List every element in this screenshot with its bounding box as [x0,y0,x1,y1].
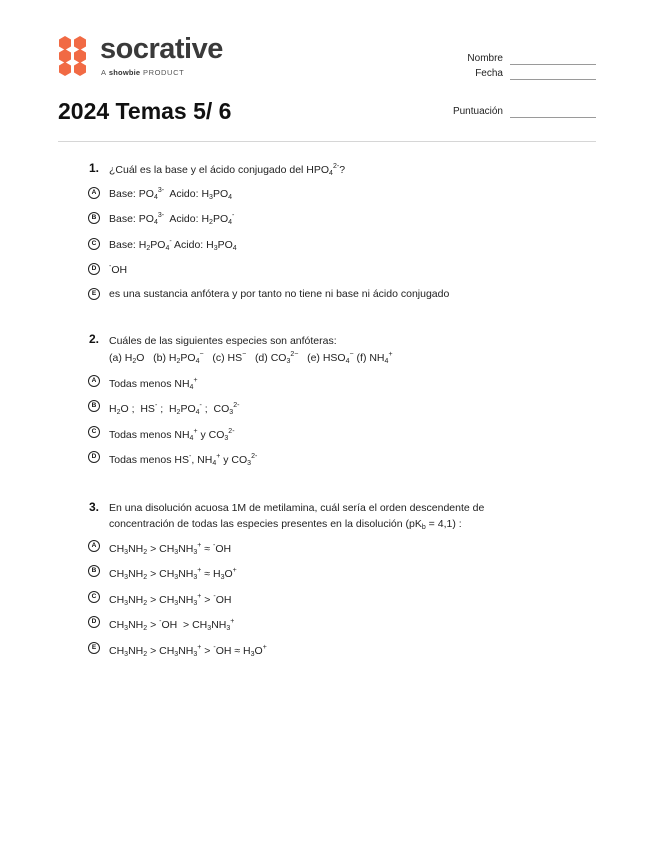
question-text [109,162,345,178]
option-d-circle[interactable]: D [88,616,100,628]
option-text: $CH_3NH_2 > ^-OH > CH_3NH_3^+$ [109,618,235,632]
score-field[interactable] [510,117,596,118]
option-e-circle[interactable]: E [88,642,100,654]
option-text: $H_2O$ ; HS- ; $H_2PO_4^-$ ; $CO_3^{2-}$ [109,402,240,416]
question-number: 3. [89,500,100,514]
name-field[interactable] [510,64,596,65]
score-label: Puntuación [452,106,503,117]
date-field[interactable] [510,79,596,80]
option-d-circle[interactable]: D [88,263,100,275]
option-c-circle[interactable]: C [88,426,100,438]
tagline-prefix: A [101,68,107,77]
option-b-circle[interactable]: B [88,212,100,224]
brand-name: socrative [100,33,223,65]
q1-text-prefix: ¿Cuál es la base y el ácido conjugado del HPO [109,164,330,176]
question-text: En una disolución acuosa 1M de metilamina, cuál sería el orden descendente de [109,502,485,514]
option-e-circle[interactable]: E [88,288,100,300]
page-title: 2024 Temas 5/ 6 [58,98,232,124]
q1-text-sup: 2- [332,163,340,170]
question-text-line2: concentración de todas las especies presentes en la disolución $(pK_b = 4,1)$ : [109,518,462,531]
option-text: es una sustancia anfótera y por tanto no tiene ni base ni ácido conjugado [109,288,450,300]
option-c-circle[interactable]: C [88,238,100,250]
question-number: 1. [89,161,100,175]
option-text: Todas menos $NH_4^+$ y $CO_3^{2-}$ [109,428,235,442]
option-text: Todas menos $NH_4^+$ [109,377,198,391]
option-text: $CH_3NH_2 > CH_3NH_3^+ > ^-OH$ [109,593,232,607]
option-a-circle[interactable]: A [88,375,100,387]
name-label: Nombre [467,53,503,64]
question-text: Cuáles de las siguientes especies son anfóteras: [109,335,337,347]
option-text: -OH [109,263,128,276]
question-number: 2. [89,332,100,346]
brand-tagline [101,68,184,77]
option-a-circle[interactable]: A [88,540,100,552]
option-a-circle[interactable]: A [88,187,100,199]
option-b-circle[interactable]: B [88,565,100,577]
option-text: $CH_3NH_2 > CH_3NH_3^+ > ^-OH \approx H_3O^+$ [109,644,267,658]
header-divider [58,141,596,142]
question-text-species: (a) $H_2O$ (b) $H_2PO_4^-$ (c) HS− (d) $CO_3^{2-}$ (e) $HSO_4^-$ (f) $NH_4^+$ [109,351,393,365]
option-text: Base: $H_2PO_4^-$ Acido: $H_3PO_4$ [109,238,237,252]
q1-text-sub: 4 [329,170,333,177]
date-label: Fecha [475,68,503,79]
option-b-circle[interactable]: B [88,400,100,412]
option-text: Base: $PO_4^{3-}$ Acido: $H_2PO_4^-$ [109,212,235,226]
q1-text-suffix: ? [339,164,346,176]
option-text: $CH_3NH_2 > CH_3NH_3^+ \approx H_3O^+$ [109,567,237,581]
socrative-logo-icon [56,35,92,77]
option-c-circle[interactable]: C [88,591,100,603]
option-d-circle[interactable]: D [88,451,100,463]
tagline-suffix: PRODUCT [142,68,185,77]
option-text: Todas menos HS-, $NH_4^+$ y $CO_3^{2-}$ [109,453,258,467]
option-text: $CH_3NH_2 > CH_3NH_3^+ \approx ^-OH$ [109,542,232,556]
option-text: Base: $PO_4^{3-}$ Acido: $H_3PO_4$ [109,187,233,201]
tagline-brand: showbie [108,68,141,77]
